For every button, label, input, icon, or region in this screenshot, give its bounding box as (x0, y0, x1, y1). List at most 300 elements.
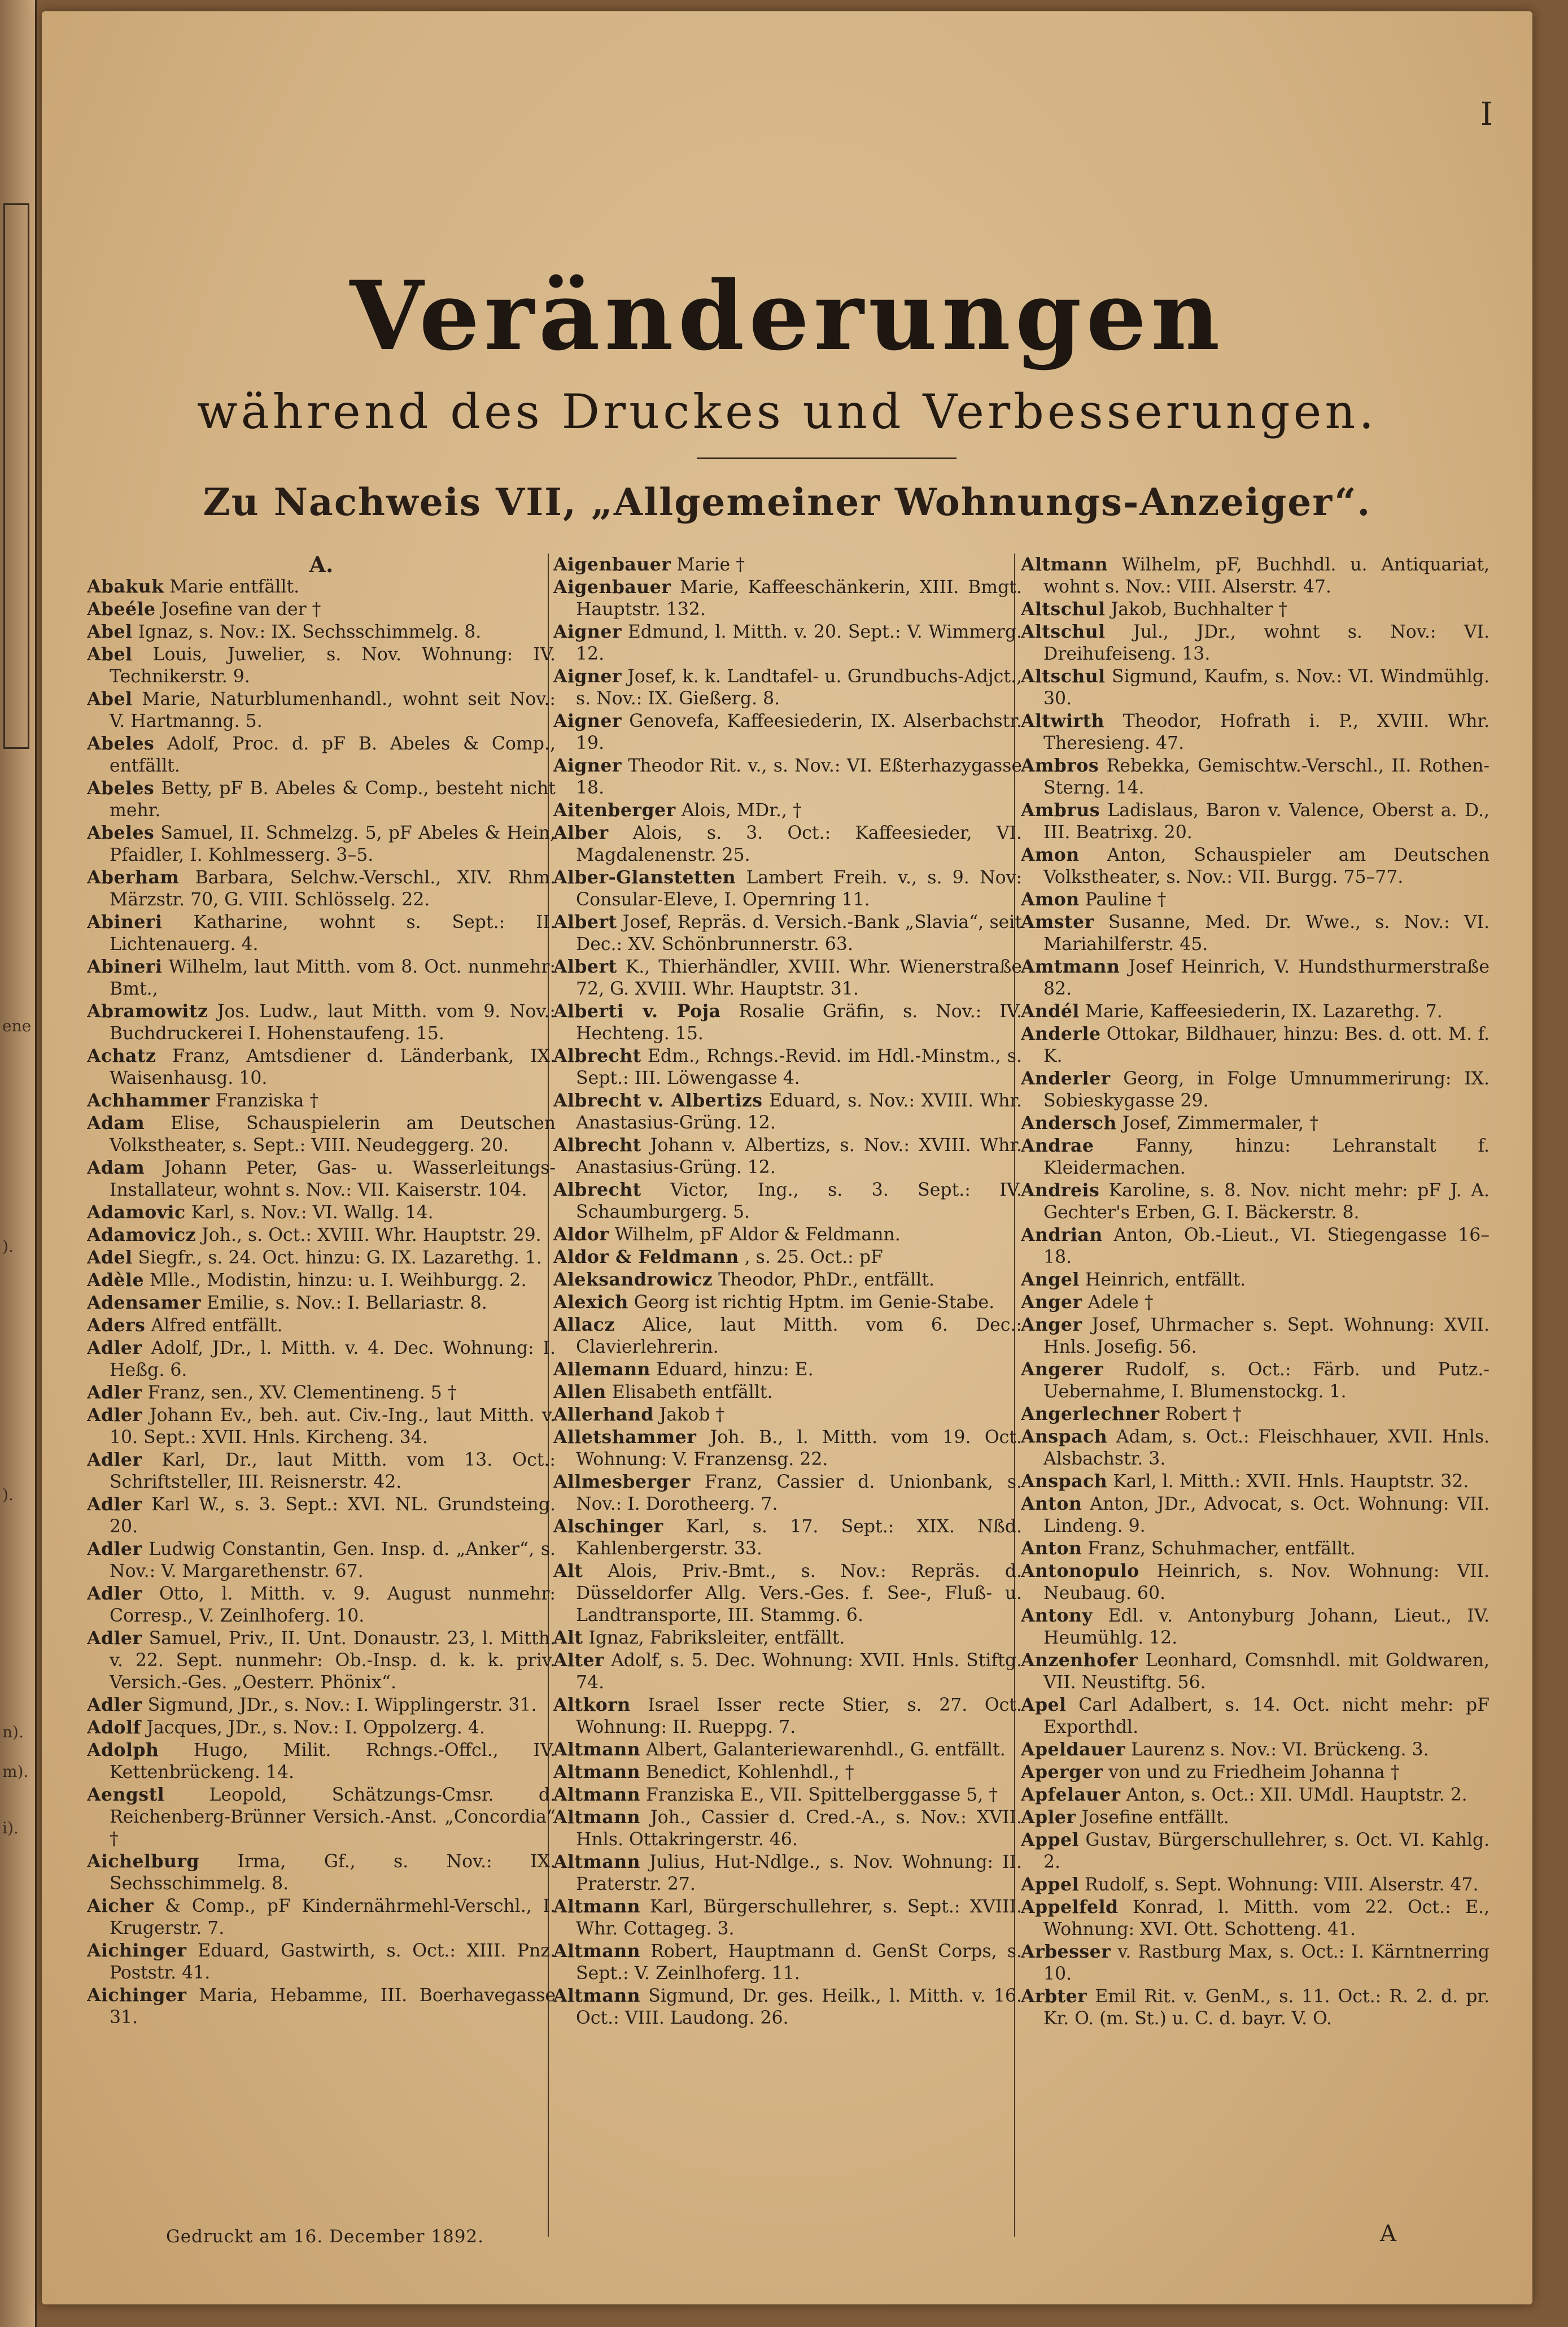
entry-text: Anton, Schauspieler am Deutschen Volkstheater, s. Nov.: VII. Burgg. 75–77. (1043, 845, 1490, 887)
entry-name: Adolf (87, 1717, 141, 1738)
entry-name: Aleksandrowicz (553, 1269, 713, 1290)
directory-entry (87, 1224, 556, 1247)
entry-text: Karl, s. Nov.: VI. Wallg. 14. (191, 1202, 434, 1223)
directory-entry (553, 621, 1022, 665)
directory-entry (1021, 1403, 1490, 1426)
directory-entry (1021, 1829, 1490, 1873)
entry-text: Genovefa, Kaffeesiederin, IX. Alserbachstr. 19. (576, 711, 1022, 753)
entry-text: Jos. Ludw., laut Mitth. vom 9. Nov.: Buchdruckerei I. Hohenstaufeng. 15. (110, 1001, 556, 1044)
directory-entry (553, 822, 1022, 866)
entry-name: Albrecht (553, 1179, 641, 1200)
directory-entry (1021, 1493, 1490, 1537)
directory-entry (87, 1314, 556, 1337)
directory-entry (553, 1649, 1022, 1694)
directory-entry (553, 1627, 1022, 1649)
directory-entry (1021, 1985, 1490, 2030)
entry-text: Barbara, Selchw.-Verschl., XIV. Rhm. Märzstr. 70, G. VIII. Schlösselg. 22. (110, 868, 556, 910)
entry-name: Altschul (1021, 599, 1106, 620)
entry-column-1 (87, 554, 556, 2231)
directory-entry (1021, 1896, 1490, 1941)
entry-name: Amon (1021, 844, 1080, 865)
entry-text: von und zu Friedheim Johanna † (1108, 1762, 1400, 1783)
entry-name: Arbesser (1021, 1941, 1111, 1962)
entry-text: v. Rastburg Max, s. Oct.: I. Kärntnerring 10. (1043, 1942, 1490, 1984)
entry-name: Aigner (553, 755, 622, 776)
entry-name: Anger (1021, 1292, 1082, 1313)
entry-text: Jakob † (659, 1405, 725, 1425)
directory-entry (1021, 1314, 1490, 1358)
entry-name: Altmann (553, 1896, 641, 1917)
entry-name: Anspach (1021, 1471, 1108, 1492)
entry-name: Antonopulo (1021, 1561, 1139, 1581)
entry-text: Josefine entfällt. (1081, 1807, 1229, 1828)
directory-entry (87, 777, 556, 822)
entry-text: Susanne, Med. Dr. Wwe., s. Nov.: VI. Mariahilferstr. 45. (1043, 912, 1490, 955)
entry-name: Adler (87, 1382, 142, 1403)
entry-text: Otto, l. Mitth. v. 9. August nunmehr: Corresp., V. Zeinlhoferg. 10. (110, 1584, 556, 1626)
directory-entry (1021, 1560, 1490, 1605)
directory-entry (87, 1627, 556, 1694)
entry-text: Konrad, l. Mitth. vom 22. Oct.: E., Wohnung: XVI. Ott. Schotteng. 41. (1043, 1897, 1490, 1940)
entry-text: Sigmund, JDr., s. Nov.: I. Wipplingerstr. 31. (147, 1695, 537, 1715)
entry-name: Abel (87, 621, 133, 642)
directory-entry (1021, 598, 1490, 621)
entry-text: Joh., Cassier d. Cred.-A., s. Nov.: XVII. Hnls. Ottakringerstr. 46. (576, 1807, 1022, 1850)
directory-entry (553, 799, 1022, 822)
entry-text: Marie † (676, 555, 745, 575)
directory-entry (87, 1045, 556, 1090)
entry-name: Aldor (553, 1224, 609, 1245)
entry-name: Anton (1021, 1538, 1082, 1559)
directory-entry (1021, 1023, 1490, 1067)
directory-entry (1021, 1291, 1490, 1314)
entry-column-3 (1021, 554, 1490, 2231)
directory-entry (87, 643, 556, 688)
entry-text: Laurenz s. Nov.: VI. Brückeng. 3. (1130, 1740, 1429, 1760)
entry-name: Anzenhofer (1021, 1650, 1138, 1671)
entry-name: Anderle (1021, 1023, 1101, 1044)
directory-entry (553, 1694, 1022, 1738)
entry-text: Franz, Schuhmacher, entfällt. (1087, 1539, 1356, 1559)
entry-text: Eduard, Gastwirth, s. Oct.: XIII. Pnz. Poststr. 41. (110, 1941, 556, 1983)
directory-entry (1021, 1738, 1490, 1761)
entry-name: Alber (553, 822, 609, 843)
directory-entry (87, 822, 556, 866)
directory-entry (87, 1694, 556, 1716)
entry-name: Albrecht (553, 1045, 641, 1066)
entry-name: Alber-Glanstetten (553, 867, 736, 888)
directory-entry (1021, 1761, 1490, 1784)
entry-text: Jacques, JDr., s. Nov.: I. Oppolzerg. 4. (146, 1718, 485, 1738)
directory-entry (1021, 1269, 1490, 1291)
directory-entry (553, 1426, 1022, 1471)
directory-entry (553, 1738, 1022, 1761)
entry-text: Jul., JDr., wohnt s. Nov.: VI. Dreihufeiseng. 13. (1043, 622, 1490, 664)
directory-entry (87, 1538, 556, 1583)
adjacent-page-fragment: ). (2, 1237, 14, 1256)
directory-entry (1021, 554, 1490, 598)
entry-name: Albert (553, 912, 617, 932)
entry-name: Albrecht v. Albertizs (553, 1090, 763, 1111)
entry-text: Ignaz, Fabriksleiter, entfällt. (588, 1628, 845, 1648)
directory-entry (1021, 844, 1490, 888)
entry-text: Ignaz, s. Nov.: IX. Sechsschimmelg. 8. (138, 622, 482, 642)
adjacent-page-fragment: ene (2, 1017, 32, 1035)
entry-text: Franziska E., VII. Spittelberggasse 5, † (646, 1785, 998, 1805)
entry-text: Alois, MDr., † (681, 800, 802, 821)
entry-text: Louis, Juwelier, s. Nov. Wohnung: IV. Technikerstr. 9. (110, 644, 556, 687)
entry-text: Sigmund, Dr. ges. Heilk., l. Mitth. v. 16. Oct.: VIII. Laudong. 26. (576, 1986, 1022, 2028)
directory-entry (553, 1806, 1022, 1851)
entry-text: Eduard, hinzu: E. (656, 1359, 814, 1380)
directory-entry (87, 1382, 556, 1404)
entry-name: Angel (1021, 1269, 1080, 1290)
entry-name: Abineri (87, 912, 163, 932)
directory-entry (1021, 621, 1490, 665)
entry-text: Joh. B., l. Mitth. vom 19. Oct. Wohnung: V. Franzensg. 22. (576, 1427, 1022, 1470)
directory-entry (87, 1000, 556, 1045)
directory-entry (553, 1314, 1022, 1358)
entry-name: Arbter (1021, 1986, 1087, 2007)
directory-entry (87, 1112, 556, 1157)
entry-name: Andreis (1021, 1180, 1100, 1201)
entry-text: Israel Isser recte Stier, s. 27. Oct. Wohnung: II. Rueppg. 7. (576, 1695, 1022, 1737)
directory-entry (87, 1269, 556, 1292)
entry-name: Aengstl (87, 1784, 165, 1805)
directory-entry (553, 1784, 1022, 1806)
entry-text: Theodor, PhDr., entfällt. (718, 1270, 935, 1290)
directory-entry (87, 1247, 556, 1269)
entry-name: Altkorn (553, 1694, 631, 1715)
directory-entry (87, 1850, 556, 1895)
entry-text: Wilhelm, laut Mitth. vom 8. Oct. nunmehr: Bmt., (110, 957, 556, 999)
entry-text: Heinrich, s. Nov. Wohnung: VII. Neubaug. 60. (1043, 1561, 1490, 1603)
letter-heading: A. (309, 554, 334, 577)
entry-name: Alt (553, 1561, 583, 1581)
entry-name: Appel (1021, 1874, 1079, 1895)
entry-name: Alexich (553, 1292, 628, 1313)
entry-text: Marie, Kaffeeschänkerin, XIII. Bmgt. Hauptstr. 132. (576, 577, 1022, 620)
directory-entry (553, 956, 1022, 1000)
directory-entry (553, 1560, 1022, 1627)
entry-name: Adler (87, 1628, 142, 1649)
title-divider (697, 457, 956, 459)
entry-name: Apeldauer (1021, 1739, 1125, 1760)
entry-name: Alter (553, 1650, 605, 1671)
directory-entry (87, 1493, 556, 1538)
entry-name: Aigner (553, 621, 622, 642)
directory-entry (553, 1269, 1022, 1291)
entry-name: Amtmann (1021, 956, 1120, 977)
directory-entry (87, 1984, 556, 2029)
directory-entry (553, 1000, 1022, 1045)
adjacent-page-fragment: n). (2, 1723, 24, 1741)
entry-text: Siegfr., s. 24. Oct. hinzu: G. IX. Lazarethg. 1. (138, 1248, 542, 1268)
entry-text: Robert † (1165, 1404, 1242, 1424)
entry-name: Adam (87, 1113, 145, 1134)
page-title: Veränderungen (350, 260, 1225, 372)
entry-name: Andrian (1021, 1224, 1103, 1245)
directory-entry (1021, 799, 1490, 844)
entry-text: Anton, JDr., Advocat, s. Oct. Wohnung: VII. Lindeng. 9. (1043, 1494, 1490, 1536)
entry-name: Aicher (87, 1895, 154, 1916)
entry-text: Josef, Repräs. d. Versich.-Bank „Slavia“, seit Dec.: XV. Schönbrunnerstr. 63. (576, 912, 1022, 955)
directory-entry (553, 1291, 1022, 1314)
entry-text: Josef, k. k. Landtafel- u. Grundbuchs-Adjct., s. Nov.: IX. Gießerg. 8. (576, 666, 1022, 709)
entry-name: Altmann (553, 1784, 641, 1805)
directory-entry (87, 1404, 556, 1449)
entry-name: Adler (87, 1405, 142, 1426)
entry-name: Allerhand (553, 1404, 654, 1425)
entry-text: Mlle., Modistin, hinzu: u. I. Weihburgg. 2. (150, 1270, 527, 1291)
directory-entry (1021, 1112, 1490, 1135)
directory-entry (1021, 755, 1490, 799)
entry-text: Alfred entfällt. (151, 1315, 283, 1336)
directory-entry (1021, 1806, 1490, 1829)
entry-text: Emil Rit. v. GenM., s. 11. Oct.: R. 2. d. pr. Kr. O. (m. St.) u. C. d. bayr. V. O. (1043, 1986, 1490, 2029)
directory-entry (87, 621, 556, 643)
entry-text: Adolf, s. 5. Dec. Wohnung: XVII. Hnls. Stiftg. 74. (576, 1650, 1022, 1693)
directory-entry (87, 576, 556, 598)
entry-name: Allmesberger (553, 1471, 691, 1492)
entry-name: Abel (87, 644, 133, 665)
directory-entry (553, 1515, 1022, 1560)
section-heading: Zu Nachweis VII, „Allgemeiner Wohnungs-Anzeiger“. (203, 480, 1372, 524)
entry-text: Johann v. Albertizs, s. Nov.: XVIII. Whr. Anastasius-Grüng. 12. (576, 1135, 1022, 1178)
directory-entry (1021, 1941, 1490, 1985)
entry-text: Anton, s. Oct.: XII. UMdl. Hauptstr. 2. (1126, 1785, 1467, 1805)
entry-name: Adler (87, 1694, 142, 1715)
directory-entry (1021, 1067, 1490, 1112)
entry-text: K., Thierhändler, XVIII. Whr. Wienerstraße 72, G. XVIII. Whr. Hauptstr. 31. (576, 957, 1022, 999)
entry-name: Apfelauer (1021, 1784, 1121, 1805)
entry-name: Adensamer (87, 1292, 202, 1313)
directory-entry (87, 1784, 556, 1850)
entry-text: Karl, Bürgerschullehrer, s. Sept.: XVIII. Whr. Cottageg. 3. (576, 1897, 1022, 1939)
entry-text: Maria, Hebamme, III. Boerhavegasse 31. (110, 1985, 556, 2028)
directory-entry (553, 1134, 1022, 1179)
entry-name: Aitenberger (553, 800, 676, 821)
entry-name: Angerer (1021, 1359, 1104, 1380)
entry-name: Adler (87, 1583, 142, 1604)
entry-name: Altschul (1021, 621, 1106, 642)
entry-name: Aichinger (87, 1940, 187, 1961)
entry-text: Betty, pF B. Abeles & Comp., besteht nicht mehr. (110, 778, 556, 821)
directory-entry (553, 1246, 1022, 1269)
directory-entry (553, 1381, 1022, 1404)
entry-name: Anspach (1021, 1426, 1108, 1447)
entry-text: Josef, Uhrmacher s. Sept. Wohnung: XVII. Hnls. Josefig. 56. (1043, 1315, 1490, 1357)
entry-name: Aperger (1021, 1762, 1103, 1783)
entry-name: Apler (1021, 1807, 1076, 1828)
entry-text: Albert, Galanteriewarenhdl., G. entfällt. (646, 1740, 1006, 1760)
directory-entry (87, 1583, 556, 1627)
entry-text: Adam, s. Oct.: Fleischhauer, XVII. Hnls. Alsbachstr. 3. (1043, 1427, 1490, 1469)
entry-text: Franz, Amtsdiener d. Länderbank, IX. Waisenhausg. 10. (110, 1046, 556, 1088)
directory-entry (87, 1337, 556, 1382)
entry-text: Joh., s. Oct.: XVIII. Whr. Hauptstr. 29. (202, 1225, 541, 1245)
entry-name: Abramowitz (87, 1001, 208, 1022)
directory-entry (553, 710, 1022, 755)
entry-name: Abel (87, 688, 133, 709)
directory-entry (1021, 1224, 1490, 1269)
entry-text: Rudolf, s. Oct.: Färb. und Putz.-Uebernahme, I. Blumenstockg. 1. (1043, 1359, 1490, 1402)
entry-text: Lambert Freih. v., s. 9. Nov: Consular-Eleve, I. Opernring 11. (576, 868, 1022, 910)
entry-text: Adele † (1087, 1292, 1154, 1313)
entry-name: Altmann (553, 1851, 641, 1872)
entry-text: Rudolf, s. Sept. Wohnung: VIII. Alserstr. 47. (1085, 1875, 1479, 1895)
entry-text: Josef Heinrich, V. Hundsthurmerstraße 82. (1043, 957, 1490, 999)
entry-name: Amon (1021, 889, 1080, 910)
directory-entry (553, 1471, 1022, 1515)
directory-entry (87, 1940, 556, 1984)
adjacent-page-fragment: ). (2, 1485, 14, 1504)
directory-entry (553, 665, 1022, 710)
document-page (42, 11, 1532, 2304)
entry-text: Franz, Cassier d. Unionbank, s. Nov.: I. Dorotheerg. 7. (576, 1472, 1022, 1514)
entry-text: Wilhelm, pF, Buchhdl. u. Antiquariat, wohnt s. Nov.: VIII. Alserstr. 47. (1043, 555, 1490, 597)
directory-entry (1021, 888, 1490, 911)
directory-entry (553, 1851, 1022, 1895)
entry-text: Alois, Priv.-Bmt., s. Nov.: Repräs. d. Düsseldorfer Allg. Vers.-Ges. f. See-, Fluß- u. Landtransporte, III. Stammg. 6. (576, 1561, 1022, 1626)
entry-name: Achatz (87, 1045, 156, 1066)
directory-entry (553, 755, 1022, 799)
entry-text: Pauline † (1085, 890, 1167, 910)
entry-name: Abeéle (87, 599, 156, 620)
entry-text: Josefine van der † (161, 599, 321, 620)
directory-entry (1021, 1470, 1490, 1493)
entry-name: Abineri (87, 956, 163, 977)
entry-name: Aigner (553, 666, 622, 687)
directory-entry (553, 1090, 1022, 1134)
entry-text: Karl, l. Mitth.: XVII. Hnls. Hauptstr. 32. (1113, 1471, 1469, 1492)
entry-name: Altmann (553, 1807, 641, 1828)
page-number: I (1480, 96, 1493, 133)
entry-text: Heinrich, entfällt. (1085, 1270, 1246, 1290)
entry-text: Rosalie Gräfin, s. Nov.: IV. Hechteng. 15. (576, 1001, 1022, 1044)
entry-name: Adler (87, 1539, 142, 1559)
entry-text: , s. 25. Oct.: pF (744, 1247, 883, 1267)
directory-entry (1021, 1694, 1490, 1738)
entry-text: Edl. v. Antonyburg Johann, Lieut., IV. Heumühlg. 12. (1043, 1606, 1490, 1648)
directory-entry (87, 1739, 556, 1784)
entry-name: Alt (553, 1627, 583, 1648)
entry-text: Rebekka, Gemischtw.-Verschl., II. Rothen-Sterng. 14. (1043, 756, 1490, 798)
directory-entry (553, 554, 1022, 576)
entry-name: Alletshammer (553, 1427, 697, 1448)
entry-text: Samuel, II. Schmelzg. 5, pF Abeles & Hein, Pfaidler, I. Kohlmesserg. 3–5. (110, 823, 556, 865)
entry-name: Aigenbauer (553, 577, 671, 598)
entry-name: Aichinger (87, 1985, 187, 2006)
entry-text: Franz, sen., XV. Clementineng. 5 † (147, 1383, 457, 1403)
directory-entry (553, 1404, 1022, 1426)
entry-name: Antony (1021, 1605, 1093, 1626)
entry-name: Aigenbauer (553, 554, 671, 575)
entry-name: Adamovic (87, 1202, 186, 1223)
entry-text: Robert, Hauptmann d. GenSt Corps, s. Sept.: V. Zeinlhoferg. 11. (576, 1941, 1022, 1984)
directory-entry (553, 1358, 1022, 1381)
entry-name: Altmann (553, 1762, 641, 1783)
entry-text: Katharine, wohnt s. Sept.: II. Lichtenauerg. 4. (110, 912, 556, 955)
entry-text: Karoline, s. 8. Nov. nicht mehr: pF J. A. Gechter's Erben, G. I. Bäckerstr. 8. (1043, 1180, 1490, 1223)
entry-name: Abeles (87, 822, 155, 843)
entry-name: Appelfeld (1021, 1897, 1119, 1918)
entry-name: Adel (87, 1247, 133, 1268)
directory-entry (1021, 1784, 1490, 1806)
entry-name: Alberti v. Poja (553, 1001, 721, 1022)
entry-name: Albert (553, 956, 617, 977)
directory-entry (1021, 1135, 1490, 1179)
directory-entry (1021, 1605, 1490, 1649)
entry-text: Victor, Ing., s. 3. Sept.: IV. Schaumburgerg. 5. (576, 1180, 1022, 1222)
entry-text: Karl, Dr., laut Mitth. vom 13. Oct.: Schriftsteller, III. Reisnerstr. 42. (110, 1450, 556, 1492)
entry-text: Karl W., s. 3. Sept.: XVI. NL. Grundsteing. 20. (110, 1494, 556, 1537)
entry-text: Josef, Zimmermaler, † (1122, 1113, 1318, 1134)
entry-name: Aigner (553, 711, 622, 731)
entry-name: Allacz (553, 1314, 615, 1335)
entry-text: Karl, s. 17. Sept.: XIX. Nßd. Kahlenbergerstr. 33. (576, 1517, 1022, 1559)
entry-text: Ottokar, Bildhauer, hinzu: Bes. d. ott. M. f. K. (1043, 1024, 1490, 1066)
directory-entry (1021, 1000, 1490, 1023)
directory-entry (553, 911, 1022, 956)
directory-entry (1021, 665, 1490, 710)
print-date: Gedruckt am 16. December 1892. (166, 2226, 484, 2247)
signature-letter: A (1380, 2221, 1396, 2247)
entry-name: Anderler (1021, 1068, 1111, 1089)
entry-text: Adolf, Proc. d. pF B. Abeles & Comp., entfällt. (110, 734, 556, 776)
entry-name: Altschul (1021, 666, 1106, 687)
directory-entry (87, 688, 556, 733)
entry-text: Marie, Kaffeesiederin, IX. Lazarethg. 7. (1085, 1001, 1443, 1022)
entry-name: Altwirth (1021, 711, 1105, 731)
entry-name: Apel (1021, 1694, 1067, 1715)
entry-name: Andersch (1021, 1113, 1117, 1134)
directory-entry (553, 1940, 1022, 1985)
entry-text: Leopold, Schätzungs-Cmsr. d. Reichenberg-Brünner Versich.-Anst. „Concordia“ † (110, 1785, 556, 1849)
directory-entry (87, 911, 556, 956)
directory-entry (1021, 1358, 1490, 1403)
entry-text: Elise, Schauspielerin am Deutschen Volkstheater, s. Sept.: VIII. Neudeggerg. 20. (110, 1113, 556, 1156)
entry-name: Altmann (1021, 554, 1108, 575)
directory-entry (1021, 1179, 1490, 1224)
entry-text: Ludwig Constantin, Gen. Insp. d. „Anker“, s. Nov.: V. Margarethenstr. 67. (110, 1539, 556, 1581)
entry-name: Adèle (87, 1270, 145, 1291)
entry-name: Altmann (553, 1985, 641, 2006)
entry-name: Andél (1021, 1001, 1080, 1022)
entry-text: Marie, Naturblumenhandl., wohnt seit Nov.: V. Hartmanng. 5. (110, 689, 556, 731)
entry-name: Allen (553, 1382, 606, 1402)
entry-text: Emilie, s. Nov.: I. Bellariastr. 8. (207, 1293, 487, 1313)
entry-text: Samuel, Priv., II. Unt. Donaustr. 23, l. Mitth. v. 22. Sept. nunmehr: Ob.-Insp. d. k. k. priv. Versich.-Ges. „Oesterr. Phönix“. (110, 1628, 556, 1693)
directory-entry (87, 866, 556, 911)
entry-text: Alois, s. 3. Oct.: Kaffeesieder, VI. Magdalenenstr. 25. (576, 823, 1022, 865)
directory-entry (87, 1895, 556, 1940)
directory-entry (87, 1201, 556, 1224)
page-subtitle: während des Druckes und Verbesserungen. (196, 384, 1378, 439)
entry-column-2 (553, 554, 1022, 2231)
entry-text: Georg, in Folge Umnummerirung: IX. Sobieskygasse 29. (1043, 1069, 1490, 1111)
directory-entry (1021, 1426, 1490, 1470)
entry-name: Abakuk (87, 576, 164, 597)
entry-text: Edmund, l. Mitth. v. 20. Sept.: V. Wimmerg. 12. (576, 622, 1022, 664)
entry-text: Fanny, hinzu: Lehranstalt f. Kleidermachen. (1043, 1136, 1490, 1178)
directory-entry (87, 1716, 556, 1739)
entry-name: Adamovicz (87, 1224, 196, 1245)
directory-entry (1021, 710, 1490, 755)
directory-entry (553, 866, 1022, 911)
entry-text: Sigmund, Kaufm, s. Nov.: VI. Windmühlg. 30. (1043, 666, 1490, 709)
entry-text: Johann Peter, Gas- u. Wasserleitungs-Installateur, wohnt s. Nov.: VII. Kaiserstr. 104. (110, 1158, 556, 1200)
